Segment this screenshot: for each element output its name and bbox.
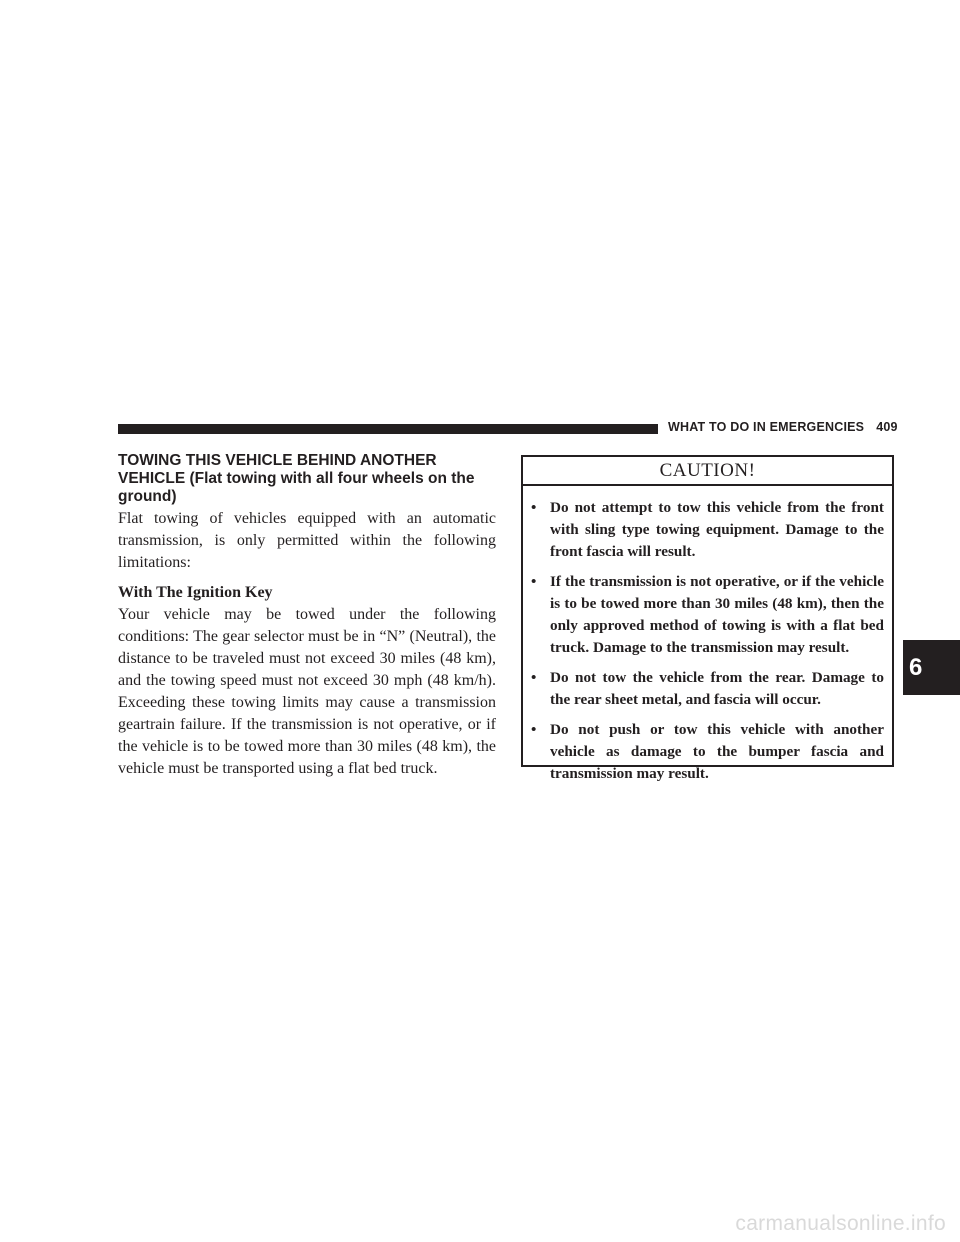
- page-number: 409: [876, 420, 898, 434]
- watermark-text: carmanualsonline.info: [735, 1212, 946, 1235]
- caution-box: [521, 455, 894, 782]
- intro-paragraph: Flat towing of vehicles equipped with an automatic transmission, is only permitted within the following limitations:: [118, 510, 496, 571]
- chapter-tab: [903, 640, 960, 695]
- section-heading: TOWING THIS VEHICLE BEHIND ANOTHER VEHICLE (Flat towing with all four wheels on the ground): [118, 452, 475, 505]
- caution-item: [529, 667, 884, 711]
- caution-item-text: Do not tow the vehicle from the rear. Damage to the rear sheet metal, and fascia will occur.: [550, 669, 884, 708]
- body-paragraph: Your vehicle may be towed under the following conditions: The gear selector must be in “N” (Neutral), the distance to be traveled must not exceed 30 miles (48 km), and the towing speed must not exceed 30 mph (48 km/h). Exceeding these towing limits may cause a transmission geartrain failure. If the transmission is not operative, or if the vehicle is to be towed more than 30 miles (48 km), the vehicle must be transported using a flat bed truck.: [118, 606, 496, 777]
- chapter-number: 6: [909, 654, 923, 681]
- bullet-icon: •: [531, 721, 537, 738]
- caution-item-text: Do not push or tow this vehicle with another vehicle as damage to the bumper fascia and transmission may result.: [550, 721, 884, 782]
- caution-list: [523, 486, 892, 785]
- bullet-icon: •: [531, 573, 537, 590]
- bullet-icon: •: [531, 499, 537, 516]
- bullet-icon: •: [531, 669, 537, 686]
- sub-heading: With The Ignition Key: [118, 584, 273, 601]
- header-rule: [118, 424, 658, 434]
- caution-item: [529, 497, 884, 563]
- caution-item: [529, 719, 884, 785]
- caution-item-text: If the transmission is not operative, or if the vehicle is to be towed more than 30 miles (48 km), then the only approved method of towing is with a flat bed truck. Damage to the transmission may result.: [550, 573, 884, 656]
- caution-item: [529, 571, 884, 659]
- caution-title: CAUTION!: [523, 457, 892, 486]
- left-column: [118, 452, 496, 780]
- caution-item-text: Do not attempt to tow this vehicle from the front with sling type towing equipment. Damage to the front fascia will result.: [550, 499, 884, 560]
- running-header: [668, 420, 898, 434]
- header-section-title: WHAT TO DO IN EMERGENCIES: [668, 420, 865, 434]
